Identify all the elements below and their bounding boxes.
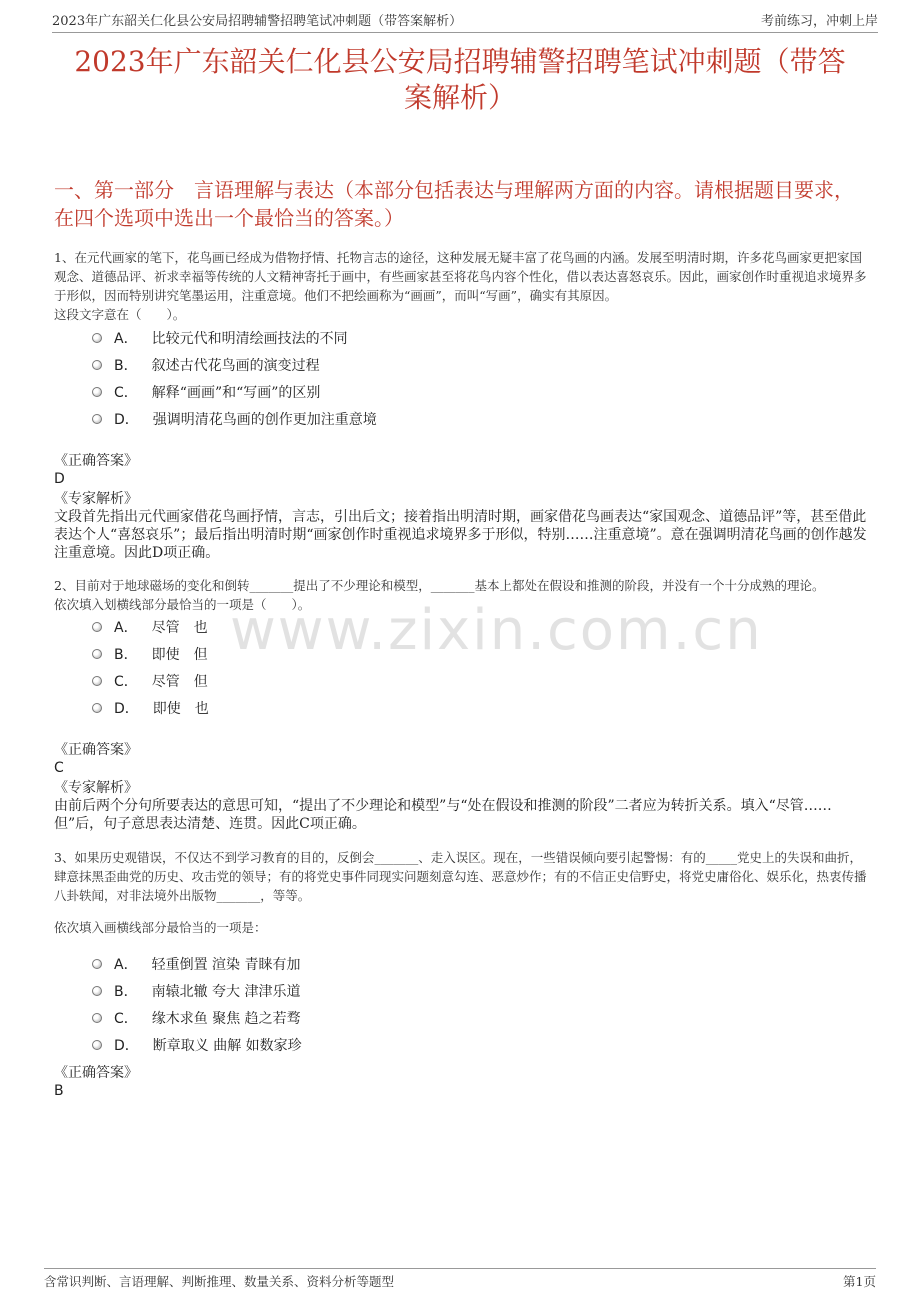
option-c[interactable]: C． 尽管 但 [92, 667, 209, 694]
watermark: www.zixin.com.cn [230, 598, 763, 663]
answer-label: 《正确答案》 [54, 453, 138, 469]
radio-icon[interactable] [92, 703, 102, 713]
option-a[interactable]: A． 尽管 也 [92, 613, 209, 640]
question-1-answer [54, 452, 870, 488]
header-slogan: 考前练习，冲刺上岸 [760, 14, 878, 29]
option-d[interactable]: D． 强调明清花鸟画的创作更加注重意境 [92, 405, 377, 432]
option-b[interactable]: B． 叙述古代花鸟画的演变过程 [92, 351, 377, 378]
question-1-analysis [54, 490, 870, 562]
question-3-prompt: 依次填入画横线部分最恰当的一项是： [54, 920, 267, 935]
question-1 [54, 248, 870, 324]
option-c[interactable]: C． 解释“画画”和“写画”的区别 [92, 378, 377, 405]
answer-label: 《正确答案》 [54, 1065, 138, 1081]
option-c[interactable]: C． 缘木求鱼 聚焦 趋之若骛 [92, 1004, 302, 1031]
question-3 [54, 848, 870, 937]
question-1-options [92, 324, 377, 432]
radio-icon[interactable] [92, 414, 102, 424]
question-2 [54, 576, 870, 614]
question-3-options [92, 950, 302, 1058]
radio-icon[interactable] [92, 649, 102, 659]
section-title: 一、第一部分 言语理解与表达（本部分包括表达与理解两方面的内容。请根据题目要求，在四个选项中选出一个最恰当的答案。） [54, 178, 854, 230]
page-header [52, 10, 878, 33]
answer-value: C [54, 760, 64, 776]
radio-icon[interactable] [92, 1013, 102, 1023]
title-line-2: 案解析） [403, 81, 516, 114]
analysis-text: 由前后两个分句所要表达的意思可知，“提出了不少理论和模型”与“处在假设和推测的阶段”二者应为转折关系。填入“尽管……但”后，句子意思表达清楚、连贯。因此C项正确。 [54, 798, 832, 832]
radio-icon[interactable] [92, 360, 102, 370]
question-2-answer [54, 741, 870, 777]
question-1-prompt: 这段文字意在（ ）。 [54, 307, 186, 322]
option-a[interactable]: A． 轻重倒置 渲染 青睐有加 [92, 950, 302, 977]
question-2-options [92, 613, 209, 721]
analysis-label: 《专家解析》 [54, 491, 138, 507]
option-d[interactable]: D． 即使 也 [92, 694, 209, 721]
question-2-analysis [54, 779, 870, 833]
answer-label: 《正确答案》 [54, 742, 138, 758]
answer-value: B [54, 1083, 64, 1099]
radio-icon[interactable] [92, 676, 102, 686]
analysis-text: 文段首先指出元代画家借花鸟画抒情，言志，引出后文；接着指出明清时期，画家借花鸟画表达“家国观念、道德品评”等，甚至借此表达个人“喜怒哀乐”；最后指出明清时期“画家创作时重视追求境界多于形似，特别……注重意境”。意在强调明清花鸟画的创作越发注重意境。因此D项正确。 [54, 509, 867, 561]
radio-icon[interactable] [92, 1040, 102, 1050]
option-b[interactable]: B． 即使 但 [92, 640, 209, 667]
radio-icon[interactable] [92, 622, 102, 632]
title-line-1: 2023年广东韶关仁化县公安局招聘辅警招聘笔试冲刺题（带答 [74, 45, 846, 78]
page-footer [44, 1268, 876, 1294]
answer-value: D [54, 471, 65, 487]
question-1-text: 1、在元代画家的笔下，花鸟画已经成为借物抒情、托物言志的途径，这种发展无疑丰富了花鸟画的内涵。发展至明清时期，许多花鸟画家更把家国观念、道德品评、祈求幸福等传统的人文精神寄托于画中，有些画家甚至将花鸟内容个性化，借以表达喜怒哀乐。因此，画家创作时重视追求境界多于形似，因而特别讲究笔墨运用，注重意境。他们不把绘画称为“画画”，而叫“写画”，确实有其原因。 [54, 250, 867, 303]
header-doc-title: 2023年广东韶关仁化县公安局招聘辅警招聘笔试冲刺题（带答案解析） [52, 14, 463, 29]
question-2-prompt: 依次填入划横线部分最恰当的一项是（ ）。 [54, 597, 311, 612]
analysis-label: 《专家解析》 [54, 780, 138, 796]
option-a[interactable]: A． 比较元代和明清绘画技法的不同 [92, 324, 377, 351]
option-b[interactable]: B． 南辕北辙 夸大 津津乐道 [92, 977, 302, 1004]
radio-icon[interactable] [92, 387, 102, 397]
question-3-text: 3、如果历史观错误，不仅达不到学习教育的目的，反倒会_______、走入误区。现在，一些错误倾向要引起警惕：有的_____党史上的失误和曲折，肆意抹黑歪曲党的历史、攻击党的领导；有的将党史事件同现实问题刻意勾连、恶意炒作；有的不信正史信野史，将党史庸俗化、娱乐化，热衷传播八卦轶闻，对非法境外出版物_______，等等。 [54, 850, 867, 903]
radio-icon[interactable] [92, 333, 102, 343]
radio-icon[interactable] [92, 959, 102, 969]
page-title [40, 44, 880, 116]
question-2-text: 2、目前对于地球磁场的变化和倒转_______提出了不少理论和模型，_______基本上都处在假设和推测的阶段，并没有一个十分成熟的理论。 [54, 578, 825, 593]
option-d[interactable]: D． 断章取义 曲解 如数家珍 [92, 1031, 302, 1058]
question-3-answer [54, 1064, 870, 1100]
page-number: 第1页 [843, 1274, 876, 1289]
radio-icon[interactable] [92, 986, 102, 996]
footer-description: 含常识判断、言语理解、判断推理、数量关系、资料分析等题型 [44, 1274, 395, 1289]
